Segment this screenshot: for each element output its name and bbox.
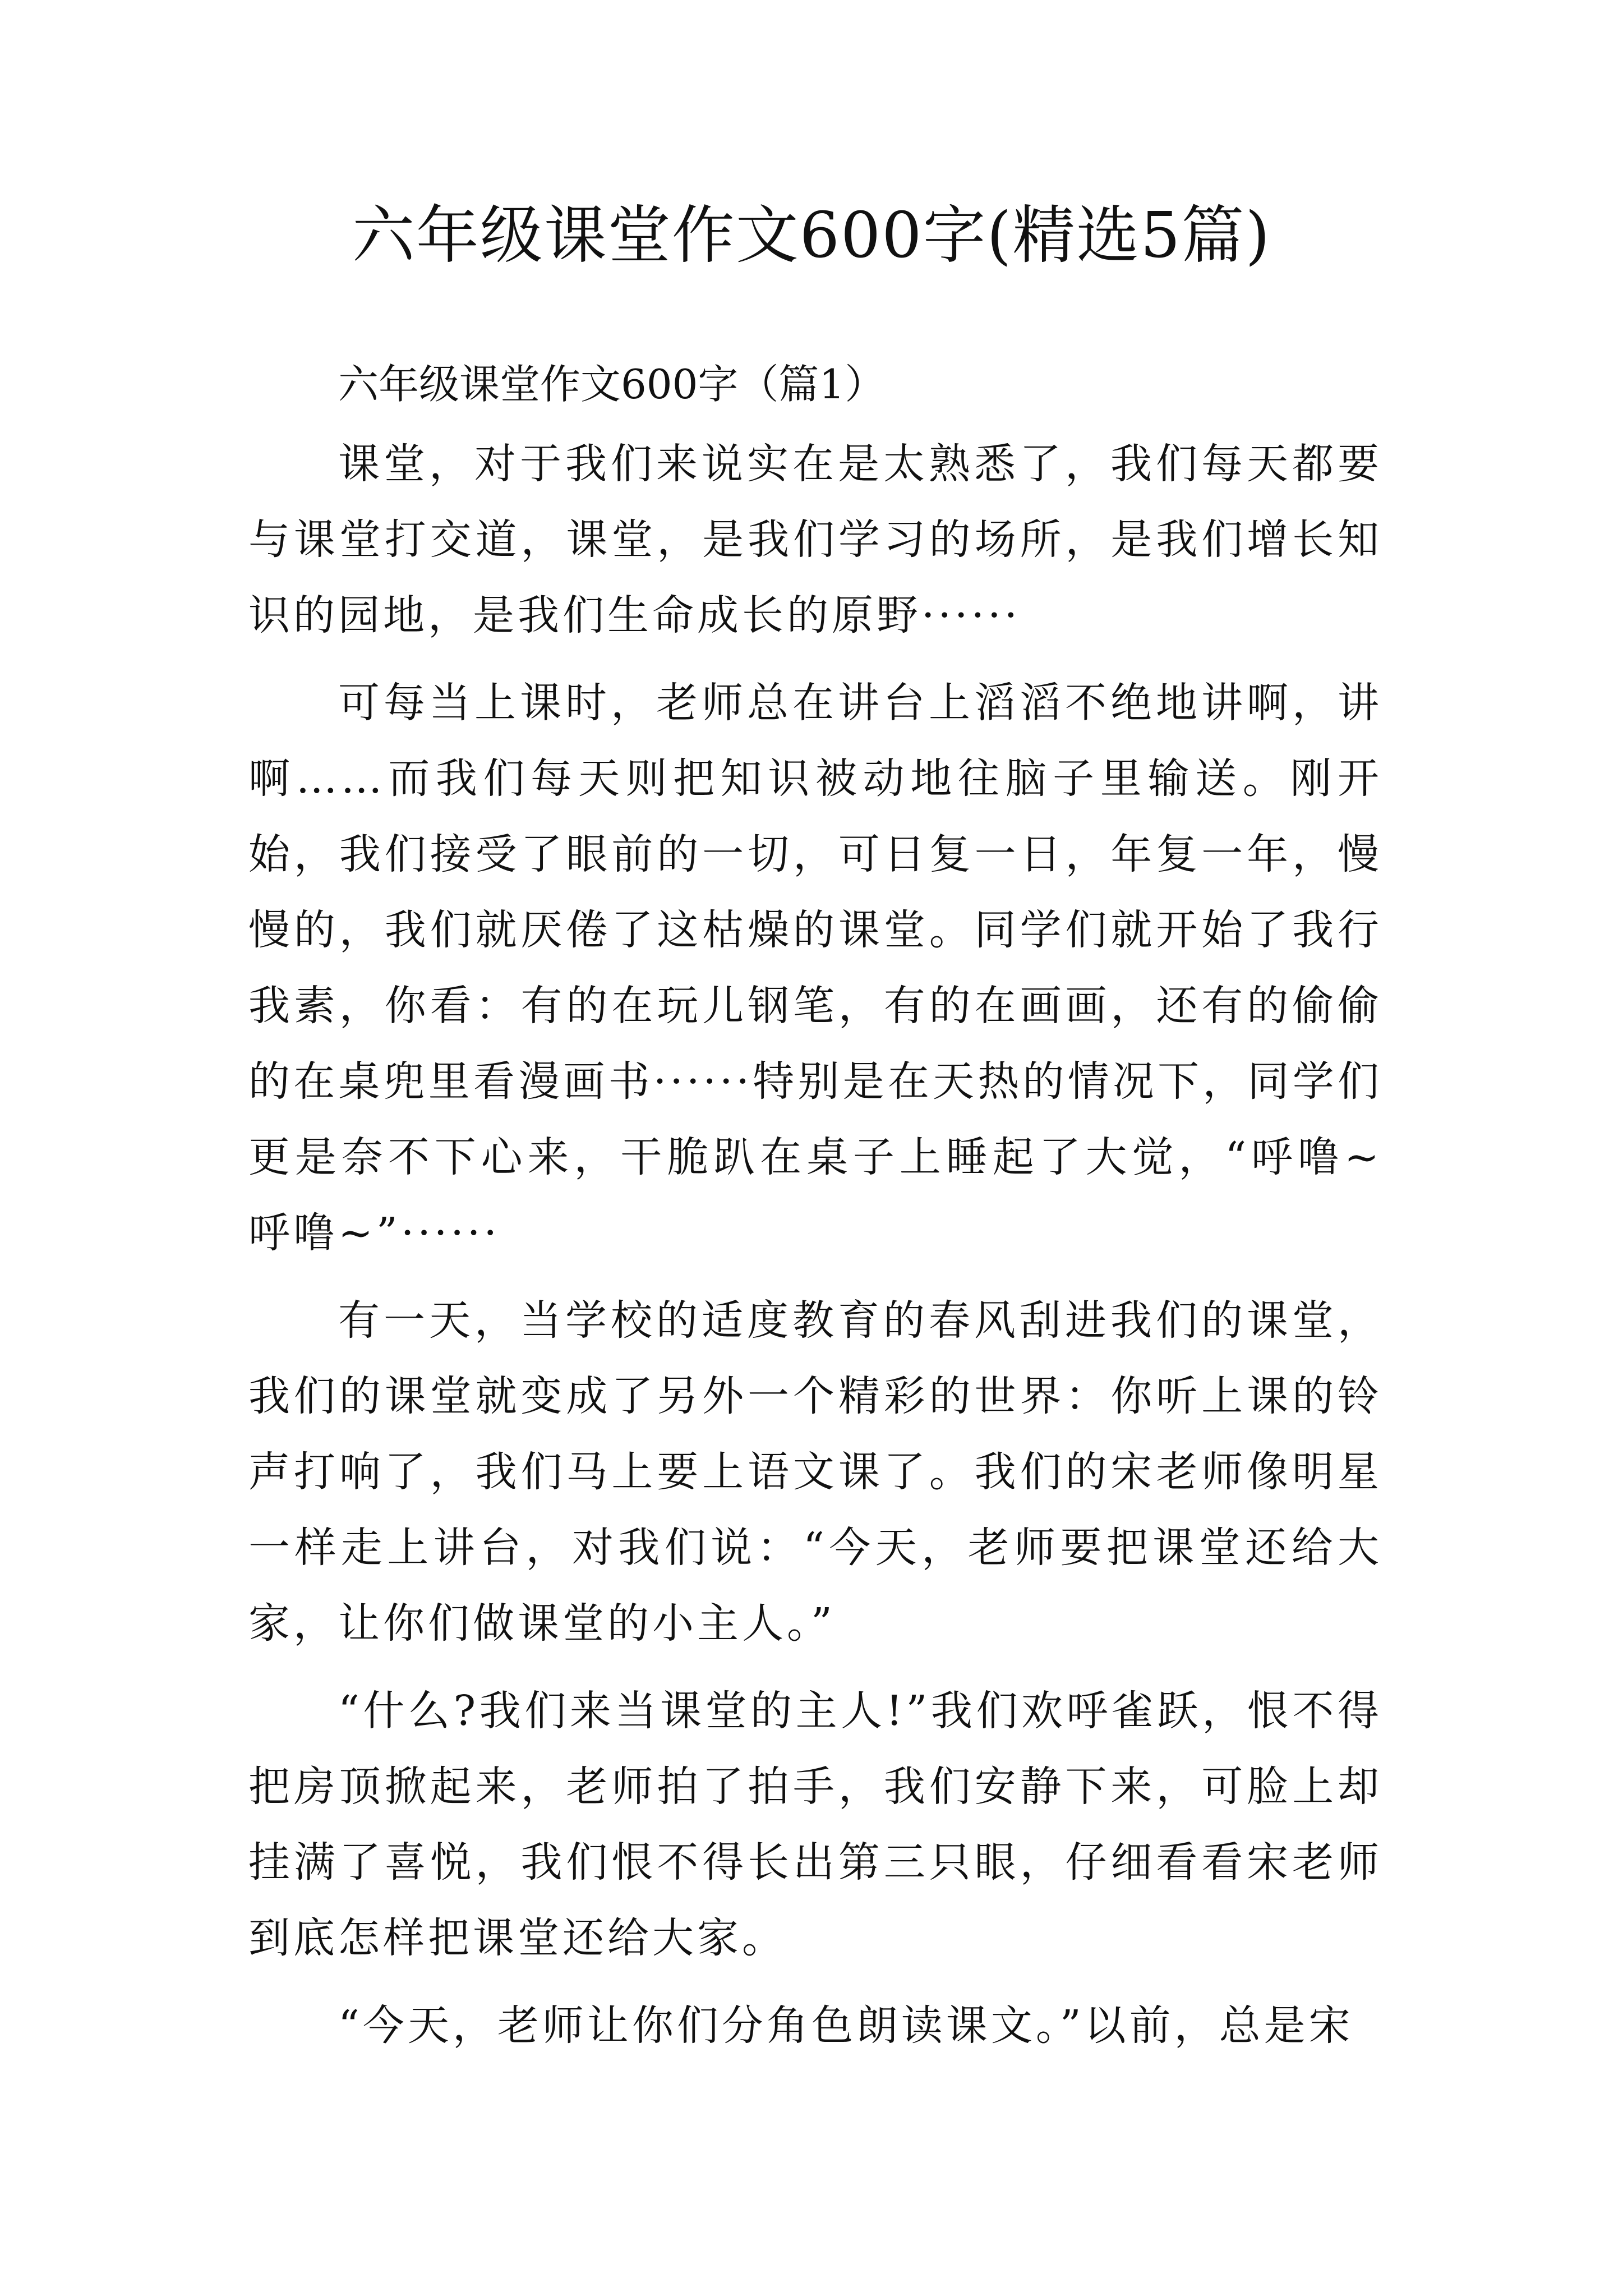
paragraph: 可每当上课时，老师总在讲台上滔滔不绝地讲啊，讲啊……而我们每天则把知识被动地往脑子里输送。刚开始，我们接受了眼前的一切，可日复一日，年复一年，慢慢的，我们就厌倦了这枯燥的课堂。同学们就开始了我行我素，你看：有的在玩儿钢笔，有的在画画，还有的偷偷的在桌兜里看漫画书······特别是在天热的情况下，同学们更是奈不下心来，干脆趴在桌子上睡起了大觉，“呼噜~呼噜~”······ [248, 679, 1382, 1257]
paragraph: 课堂，对于我们来说实在是太熟悉了，我们每天都要与课堂打交道，课堂，是我们学习的场所，是我们增长知识的园地，是我们生命成长的原野······ [248, 440, 1382, 639]
section-heading: 六年级课堂作文600字（篇1） [338, 361, 886, 408]
paragraph: “今天，老师让你们分角色朗读课文。”以前，总是宋 [338, 2001, 1354, 2050]
paragraph: 有一天，当学校的适度教育的春风刮进我们的课堂，我们的课堂就变成了另外一个精彩的世界：你听上课的铃声打响了，我们马上要上语文课了。我们的宋老师像明星一样走上讲台，对我们说：“今天，老师要把课堂还给大家，让你们做课堂的小主人。” [248, 1296, 1382, 1648]
paragraph: “什么?我们来当课堂的主人!”我们欢呼雀跃，恨不得把房顶掀起来，老师拍了拍手，我们安静下来，可脸上却挂满了喜悦，我们恨不得长出第三只眼，仔细看看宋老师到底怎样把课堂还给大家。 [248, 1687, 1382, 1962]
document-body [248, 342, 1382, 2076]
document-title: 六年级课堂作文600字(精选5篇) [352, 199, 1271, 272]
